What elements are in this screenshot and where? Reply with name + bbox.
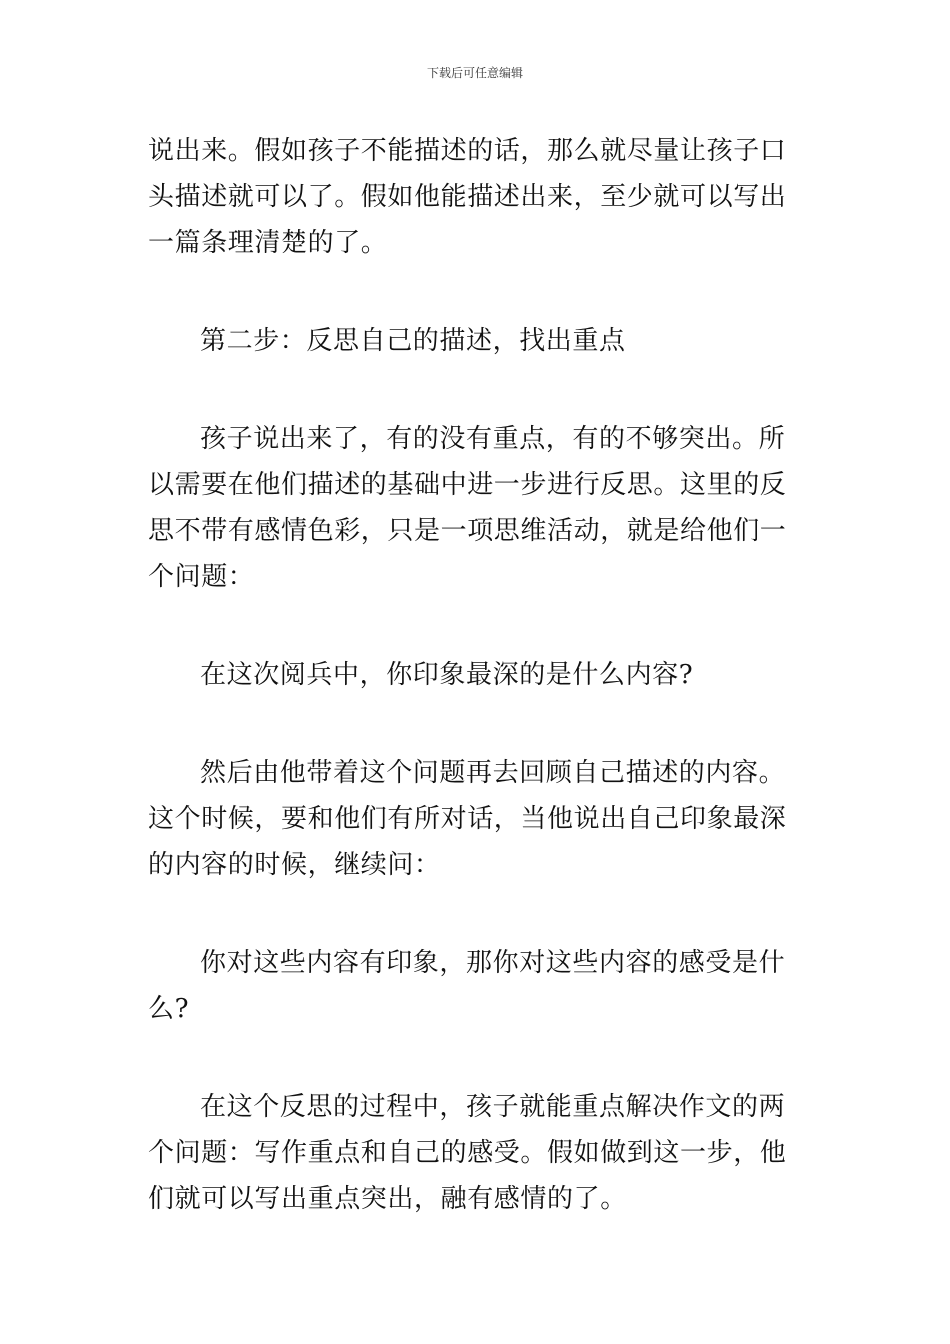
paragraph-gap (148, 698, 808, 750)
paragraph-3: 孩子说出来了，有的没有重点，有的不够突出。所以需要在他们描述的基础中进一步进行反思。这里的反思不带有感情色彩，只是一项思维活动，就是给他们一个问题： (148, 424, 787, 592)
question-2: 你对这些内容有印象，那你对这些内容的感受是什么? (148, 948, 786, 1024)
paragraph-7: 在这个反思的过程中，孩子就能重点解决作文的两个问题：写作重点和自己的感受。假如做到这一步，他们就可以写出重点突出，融有感情的了。 (148, 1092, 787, 1214)
paragraph-5: 然后由他带着这个问题再去回顾自己描述的内容。这个时候，要和他们有所对话，当他说出自己印象最深的内容的时候，继续问： (148, 758, 787, 880)
paragraph-1: 说出来。假如孩子不能描述的话，那么就尽量让孩子口头描述就可以了。假如他能描述出来，至少就可以写出一篇条理清楚的了。 (148, 136, 787, 258)
paragraph-gap (148, 364, 808, 416)
document-body (148, 128, 808, 1222)
paragraph-gap (148, 266, 808, 318)
step-heading: 第二步：反思自己的描述，找出重点 (200, 326, 626, 356)
paragraph-gap (148, 888, 808, 940)
page-header: 下载后可任意编辑 (426, 66, 523, 80)
paragraph-gap (148, 600, 808, 652)
question-1: 在这次阅兵中，你印象最深的是什么内容? (200, 660, 694, 690)
paragraph-gap (148, 1032, 808, 1084)
